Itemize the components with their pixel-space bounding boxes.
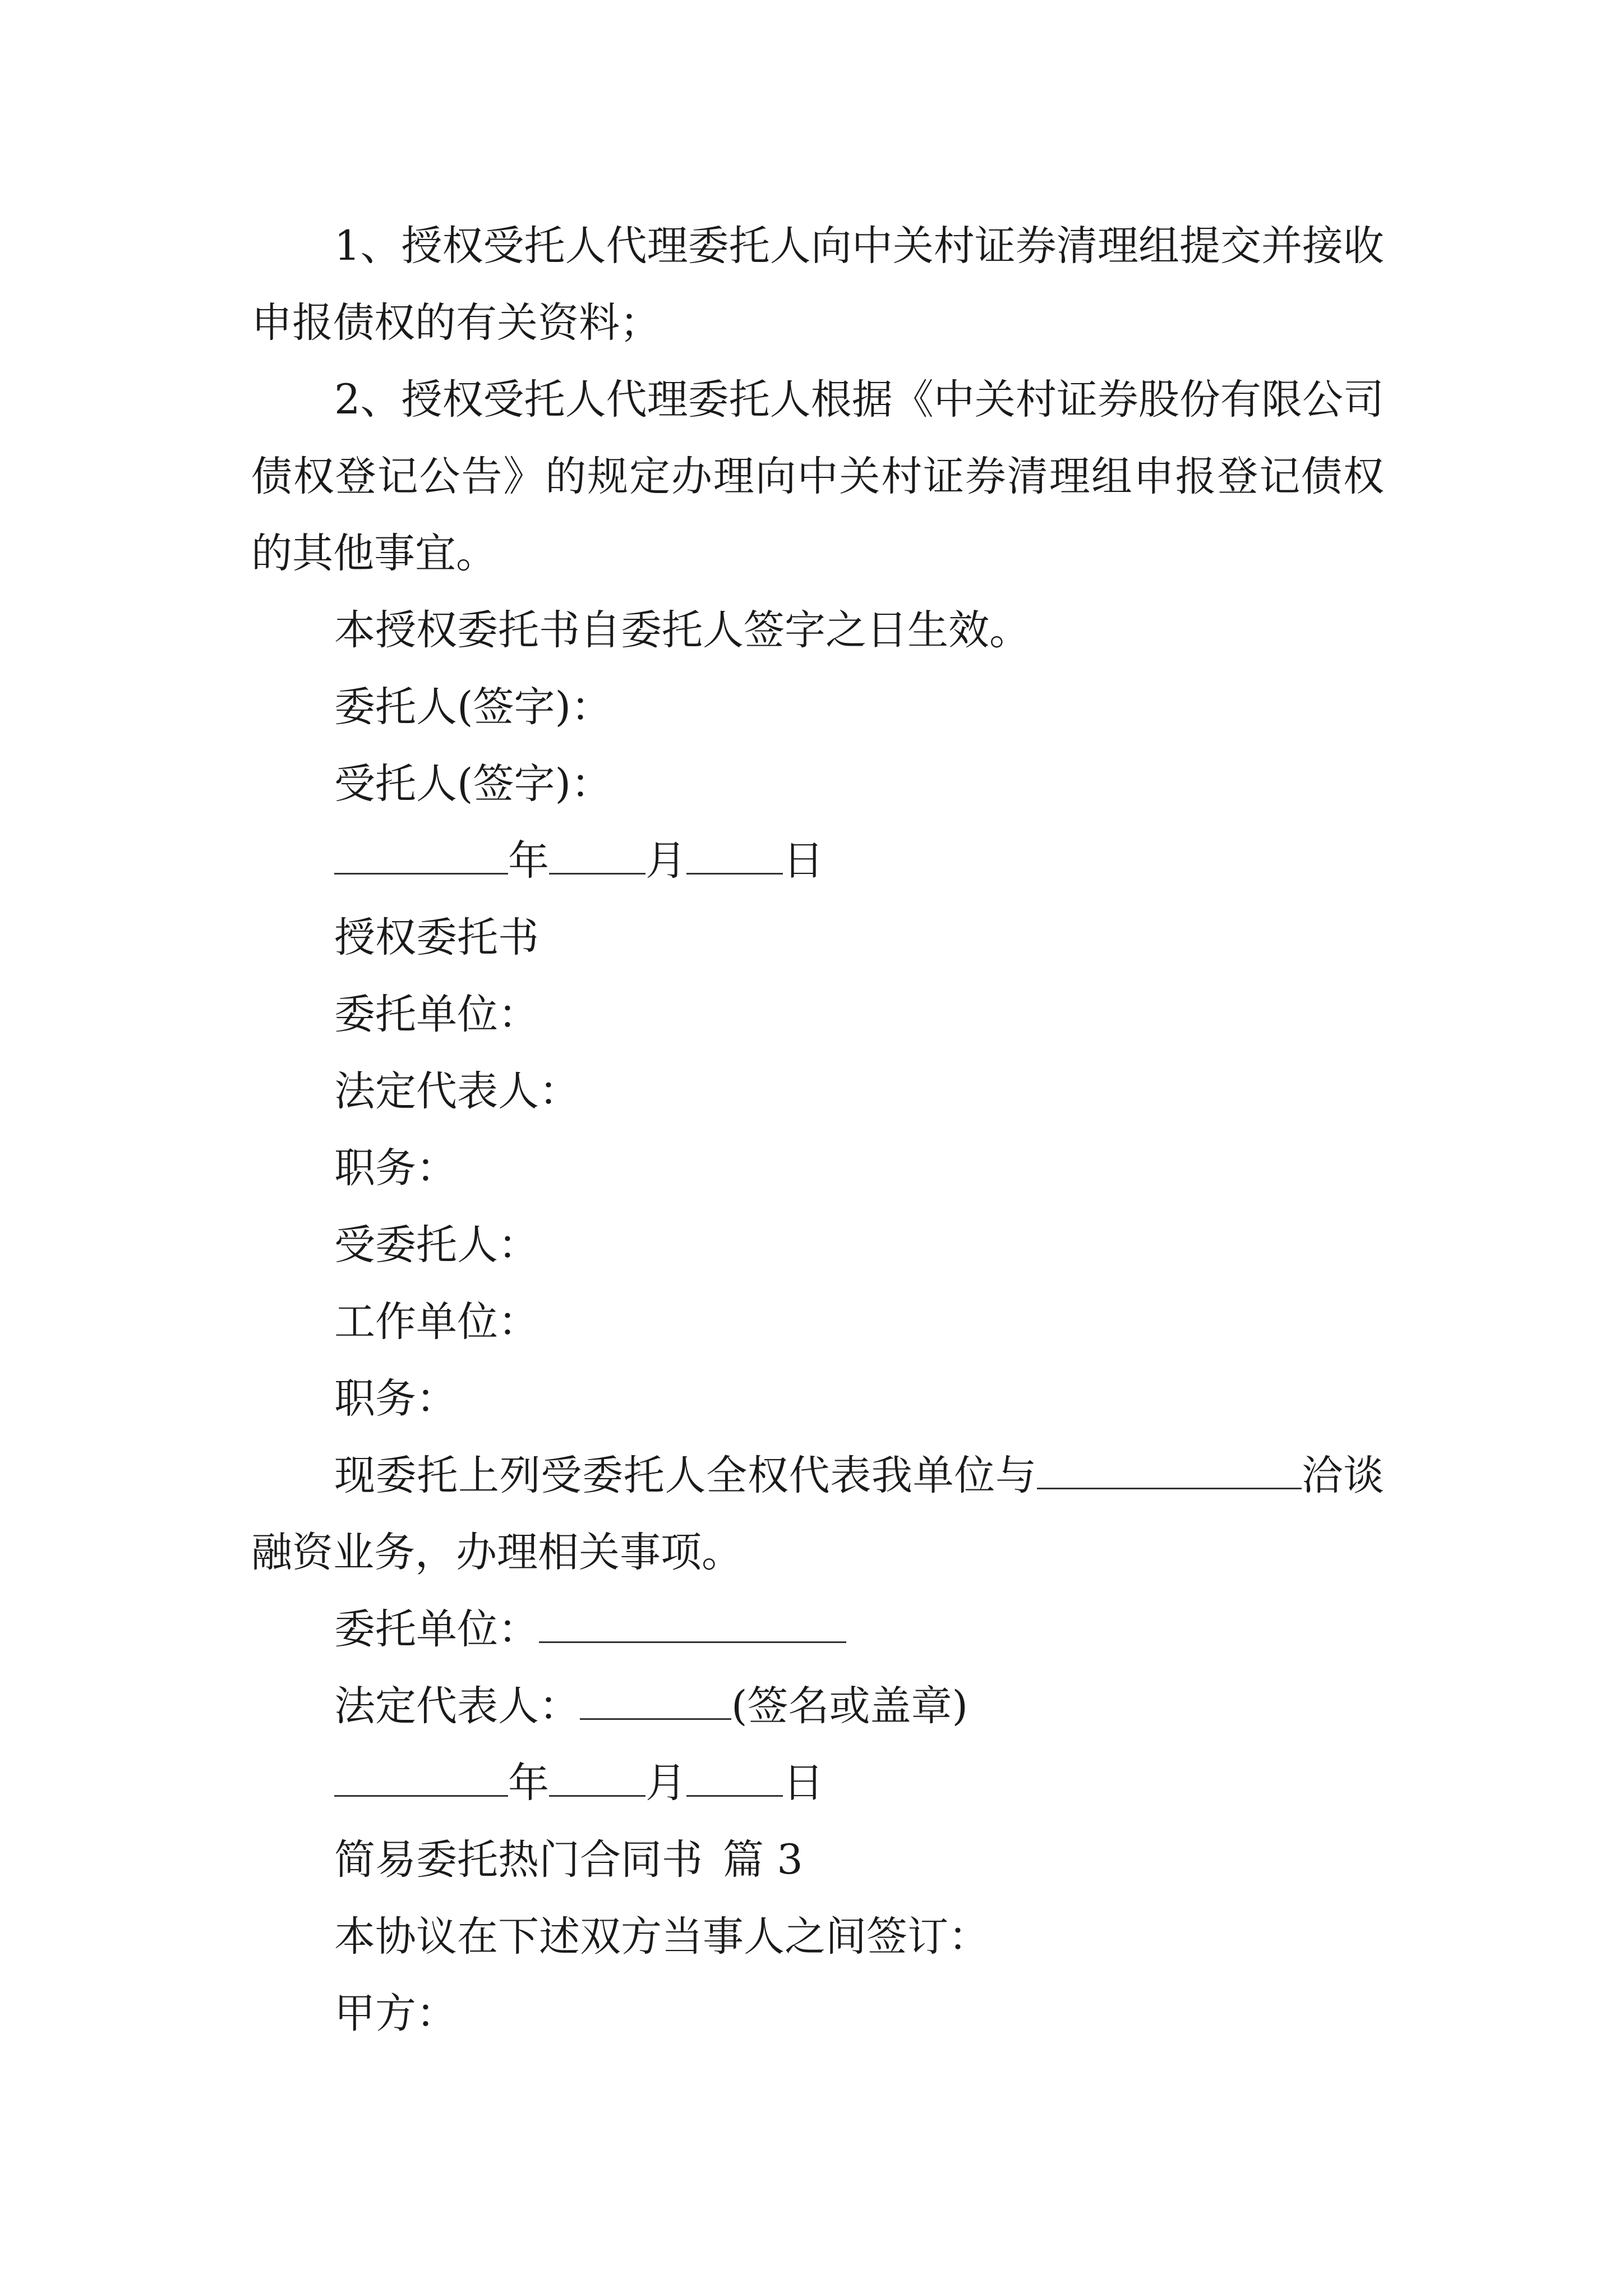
month-blank bbox=[549, 1756, 645, 1797]
year-blank bbox=[334, 1756, 508, 1797]
contract-number: 篇 3 bbox=[723, 1836, 803, 1884]
party-a-line: 甲方： bbox=[334, 1990, 457, 2037]
sign-or-seal-label: (签名或盖章) bbox=[731, 1682, 968, 1730]
date-line-1 bbox=[251, 822, 1384, 899]
day-blank bbox=[686, 1756, 783, 1797]
day-label: 日 bbox=[783, 1759, 824, 1807]
section-title: 授权委托书 bbox=[334, 914, 539, 961]
year-blank bbox=[334, 834, 508, 875]
month-label: 月 bbox=[645, 837, 686, 885]
entrusting-unit-line: 委托单位： bbox=[334, 991, 539, 1038]
authorization-paragraph bbox=[251, 1437, 1384, 1591]
principal-signature-line: 委托人(签字)： bbox=[334, 683, 612, 731]
contract-title: 简易委托热门合同书 bbox=[334, 1836, 703, 1884]
month-label: 月 bbox=[645, 1759, 686, 1807]
position-line-1: 职务： bbox=[334, 1144, 457, 1192]
agent-signature-line: 受托人(签字)： bbox=[334, 760, 612, 808]
authorization-text-before: 现委托上列受委托人全权代表我单位与 bbox=[334, 1452, 1037, 1499]
month-blank bbox=[549, 834, 645, 875]
work-unit-line: 工作单位： bbox=[334, 1298, 539, 1346]
effective-statement: 本授权委托书自委托人签字之日生效。 bbox=[334, 606, 1030, 654]
legal-rep-sign-line bbox=[251, 1668, 1384, 1745]
counterparty-blank bbox=[1037, 1449, 1302, 1489]
paragraph-1: 1、授权受托人代理委托人向中关村证券清理组提交并接收申报债权的有关资料； bbox=[251, 222, 1384, 347]
day-label: 日 bbox=[783, 837, 824, 885]
year-label: 年 bbox=[508, 837, 549, 885]
legal-rep-blank bbox=[580, 1680, 731, 1720]
date-line-2 bbox=[251, 1745, 1384, 1821]
contract-heading bbox=[251, 1821, 1384, 1898]
entrusting-unit-blank bbox=[539, 1603, 846, 1643]
agreement-intro: 本协议在下述双方当事人之间签订： bbox=[334, 1913, 989, 1961]
authorization-text-after: 洽谈融资业务，办理相关事项。 bbox=[251, 1452, 1385, 1576]
year-label: 年 bbox=[508, 1759, 549, 1807]
day-blank bbox=[686, 834, 783, 875]
trustee-line: 受委托人： bbox=[334, 1221, 539, 1269]
legal-rep-label: 法定代表人： bbox=[334, 1682, 580, 1730]
paragraph-2: 2、授权受托人代理委托人根据《中关村证券股份有限公司债权登记公告》的规定办理向中关村证券清理组申报登记债权的其他事宜。 bbox=[251, 376, 1384, 577]
legal-rep-line: 法定代表人： bbox=[334, 1068, 580, 1115]
position-line-2: 职务： bbox=[334, 1375, 457, 1423]
entrusting-unit-label: 委托单位： bbox=[334, 1605, 539, 1653]
entrusting-unit-sign-line bbox=[251, 1591, 1384, 1668]
document-page bbox=[251, 208, 1384, 2052]
